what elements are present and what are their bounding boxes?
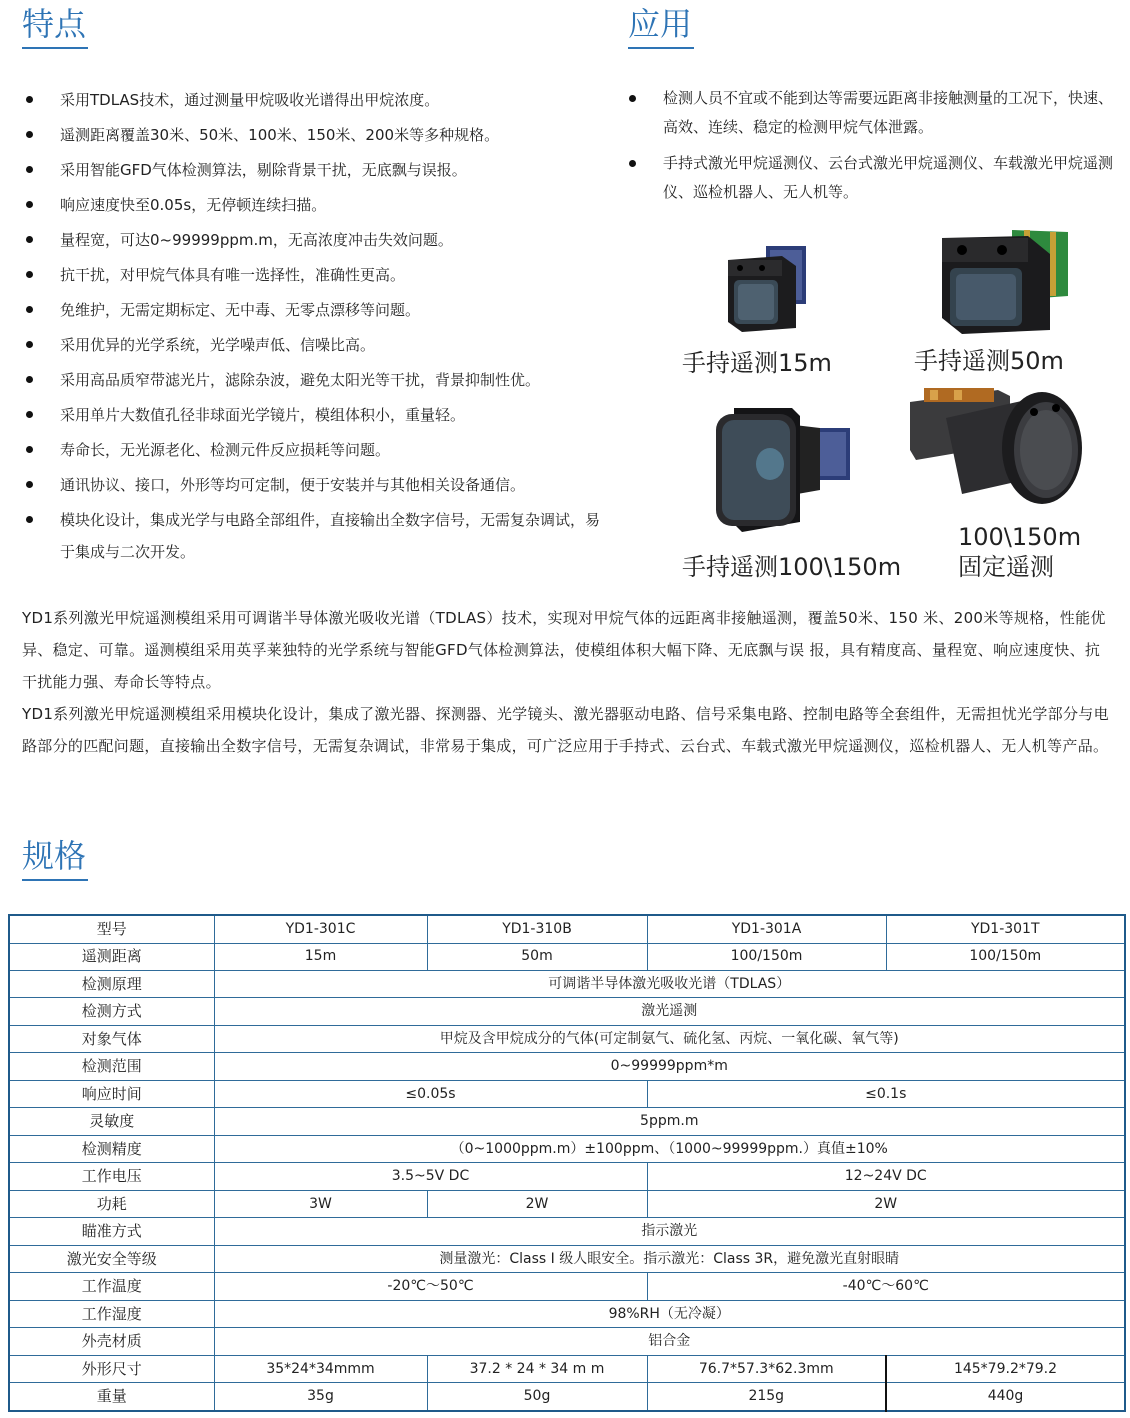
row-label: 响应时间 [9,1080,214,1107]
table-cell: 100/150m [886,943,1125,970]
list-item: 遥测距离覆盖30米、50米、100米、150米、200米等多种规格。 [22,119,612,151]
table-cell: 50m [427,943,647,970]
table-row [9,1053,1125,1080]
table-cell: 甲烷及含甲烷成分的气体(可定制氨气、硫化氢、丙烷、一氧化碳、氧气等) [214,1025,1125,1052]
list-item: 免维护，无需定期标定、无中毒、无零点漂移等问题。 [22,294,612,326]
list-item: 检测人员不宜或不能到达等需要远距离非接触测量的工况下，快速、高效、连续、稳定的检测甲烷气体泄露。 [625,84,1115,142]
table-row [9,915,1125,943]
table-cell: 测量激光：Class Ⅰ 级人眼安全。指示激光：Class 3R，避免激光直射眼睛 [214,1245,1125,1272]
features-list [22,84,612,571]
table-cell: 0~99999ppm*m [214,1053,1125,1080]
intro-paragraph: YD1系列激光甲烷遥测模组采用模块化设计，集成了激光器、探测器、光学镜头、激光器驱动电路、信号采集电路、控制电路等全套组件，无需担忧光学部分与电路部分的匹配问题，直接输出全数字信号，无需复杂调试，非常易于集成，可广泛应用于手持式、云台式、车载式激光甲烷遥测仪，巡检机器人、无人机等产品。 [22,705,1109,755]
row-label: 激光安全等级 [9,1245,214,1272]
table-cell: 5ppm.m [214,1108,1125,1135]
table-cell: 3W [214,1190,427,1217]
table-row [9,1273,1125,1300]
table-cell: 铝合金 [214,1328,1125,1355]
table-cell: YD1-301C [214,915,427,943]
table-cell: 3.5~5V DC [214,1163,647,1190]
specs-title: 规格 [22,836,88,881]
table-cell: -40℃～60℃ [647,1273,1125,1300]
table-row [9,1383,1125,1411]
list-item: 模块化设计，集成光学与电路全部组件，直接输出全数字信号，无需复杂调试，易于集成与二次开发。 [22,504,612,568]
row-label: 检测方式 [9,998,214,1025]
product-caption-100-150m: 手持遥测100\150m [682,553,902,581]
applications-list [625,84,1115,214]
table-row [9,1300,1125,1327]
table-row [9,1080,1125,1107]
product-image-fixed-100-150m [906,384,1086,512]
row-label: 工作电压 [9,1163,214,1190]
row-label: 工作湿度 [9,1300,214,1327]
row-label: 型号 [9,915,214,943]
table-cell: 2W [647,1190,1125,1217]
product-caption-fixed-line1: 100\150m [958,523,1082,551]
spec-table [8,914,1126,1412]
table-row [9,1328,1125,1355]
table-cell: YD1-301T [886,915,1125,943]
table-row [9,971,1125,998]
row-label: 外壳材质 [9,1328,214,1355]
list-item: 采用智能GFD气体检测算法，剔除背景干扰，无底飘与误报。 [22,154,612,186]
table-row [9,1218,1125,1245]
table-cell: 指示激光 [214,1218,1125,1245]
table-row [9,1025,1125,1052]
table-row [9,998,1125,1025]
table-cell: 145*79.2*79.2 [886,1355,1125,1382]
table-row [9,1190,1125,1217]
table-cell: 215g [647,1383,886,1411]
row-label: 遥测距离 [9,943,214,970]
intro-paragraph: YD1系列激光甲烷遥测模组采用可调谐半导体激光吸收光谱（TDLAS）技术，实现对甲烷气体的远距离非接触遥测，覆盖50米、150 米、200米等规格，性能优异、稳定、可靠。遥测模组采用英孚莱独特的光学系统与智能GFD气体检测算法，使模组体积大幅下降、无底飘与误 报，具有精度高、量程宽、响应速度快、抗干扰能力强、寿命长等特点。 [22,609,1106,691]
table-cell: -20℃～50℃ [214,1273,647,1300]
product-image-100-150m [706,404,856,540]
row-label: 检测范围 [9,1053,214,1080]
product-image-15m [718,238,818,338]
table-cell: 15m [214,943,427,970]
row-label: 灵敏度 [9,1108,214,1135]
table-cell: 可调谐半导体激光吸收光谱（TDLAS） [214,971,1125,998]
table-cell: 440g [886,1383,1125,1411]
table-cell: 2W [427,1190,647,1217]
list-item: 通讯协议、接口，外形等均可定制，便于安装并与其他相关设备通信。 [22,469,612,501]
list-item: 采用高品质窄带滤光片，滤除杂波，避免太阳光等干扰，背景抑制性优。 [22,364,612,396]
list-item: 采用优异的光学系统，光学噪声低、信噪比高。 [22,329,612,361]
applications-title: 应用 [628,4,694,49]
table-cell: 35g [214,1383,427,1411]
row-label: 对象气体 [9,1025,214,1052]
product-caption-fixed-line2: 固定遥测 [958,553,1054,581]
row-label: 外形尺寸 [9,1355,214,1382]
table-cell: ≤0.1s [647,1080,1125,1107]
row-label: 重量 [9,1383,214,1411]
list-item: 响应速度快至0.05s，无停顿连续扫描。 [22,189,612,221]
table-cell: 激光遥测 [214,998,1125,1025]
product-caption-50m: 手持遥测50m [914,347,1064,375]
row-label: 工作温度 [9,1273,214,1300]
table-row [9,1245,1125,1272]
row-label: 检测精度 [9,1135,214,1162]
table-row [9,1163,1125,1190]
table-cell: YD1-301A [647,915,886,943]
table-row [9,1108,1125,1135]
table-cell: 76.7*57.3*62.3mm [647,1355,886,1382]
table-cell: 12~24V DC [647,1163,1125,1190]
table-row [9,943,1125,970]
list-item: 采用TDLAS技术，通过测量甲烷吸收光谱得出甲烷浓度。 [22,84,612,116]
table-cell: 100/150m [647,943,886,970]
product-image-50m [932,226,1080,338]
row-label: 检测原理 [9,971,214,998]
table-cell: 98%RH（无冷凝） [214,1300,1125,1327]
table-cell: （0~1000ppm.m）±100ppm、（1000~99999ppm.）真值±10% [214,1135,1125,1162]
intro-text [22,602,1114,762]
table-cell: 35*24*34mmm [214,1355,427,1382]
list-item: 抗干扰，对甲烷气体具有唯一选择性，准确性更高。 [22,259,612,291]
row-label: 瞄准方式 [9,1218,214,1245]
features-title: 特点 [22,4,88,49]
table-row [9,1135,1125,1162]
table-cell: YD1-310B [427,915,647,943]
list-item: 量程宽，可达0~99999ppm.m，无高浓度冲击失效问题。 [22,224,612,256]
list-item: 手持式激光甲烷遥测仪、云台式激光甲烷遥测仪、车载激光甲烷遥测仪、巡检机器人、无人机等。 [625,149,1115,207]
list-item: 采用单片大数值孔径非球面光学镜片，模组体积小，重量轻。 [22,399,612,431]
product-caption-15m: 手持遥测15m [682,349,832,377]
list-item: 寿命长，无光源老化、检测元件反应损耗等问题。 [22,434,612,466]
row-label: 功耗 [9,1190,214,1217]
table-cell: 37.2 * 24 * 34 m m [427,1355,647,1382]
table-row [9,1355,1125,1382]
table-cell: ≤0.05s [214,1080,647,1107]
table-cell: 50g [427,1383,647,1411]
